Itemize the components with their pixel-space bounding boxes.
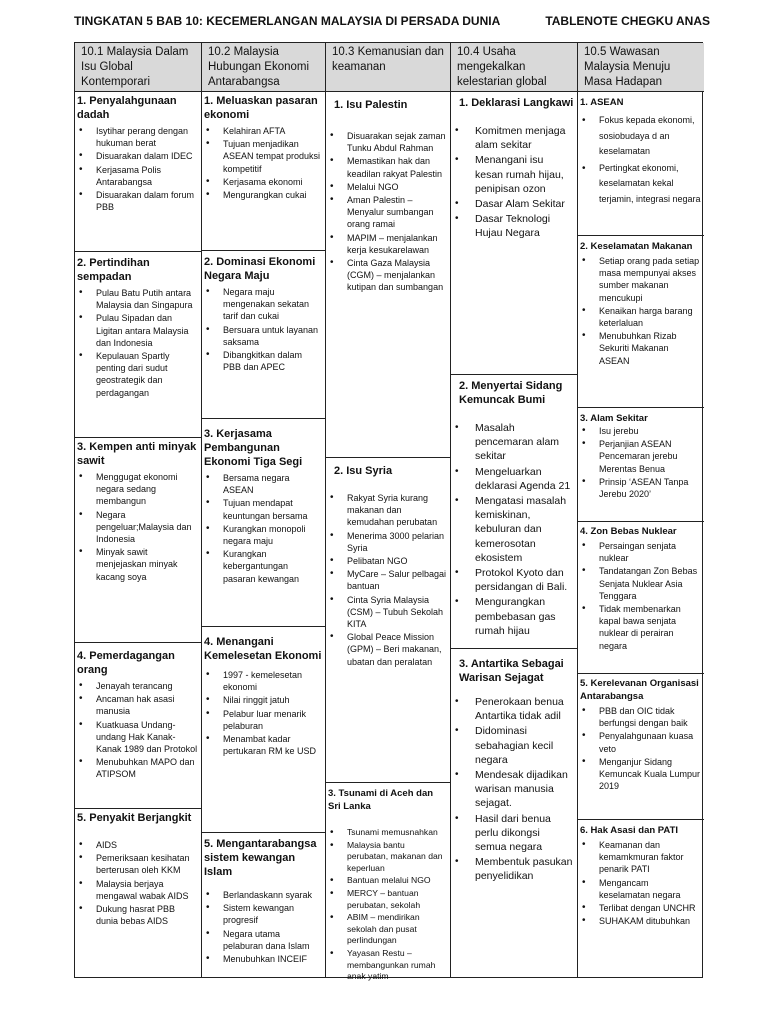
topic-title: 2. Isu Syria: [334, 465, 393, 477]
list-item: • MERCY – bantuan perubatan, sekolah: [328, 888, 447, 911]
list-item: • Cinta Gaza Malaysia (CGM) – menjalankan kutipan dan sumbangan: [328, 257, 447, 294]
list-item: • Pulau Sipadan dan Ligitan antara Malaysia dan Indonesia: [77, 312, 198, 349]
list-item: • Mengatasi masalah kemiskinan, kebuluran dan kemerosotan ekosistem: [453, 494, 574, 565]
notes-table: [74, 42, 703, 982]
topic-points: [77, 839, 198, 927]
page-header: [74, 14, 710, 34]
list-item: • Kurangkan kebergantungan pasaran kewangan: [204, 548, 322, 585]
list-item: • Penyalahgunaan kuasa veto: [580, 730, 701, 754]
topic-points: [580, 425, 701, 500]
topic-title: 3. Alam Sekitar: [580, 413, 648, 424]
list-item: • Rakyat Syria kurang makanan dan kemudahan perubatan: [328, 492, 447, 529]
list-item: • Negara pengeluar;Malaysia dan Indonesia: [77, 509, 198, 546]
list-item: • Cinta Syria Malaysia (CSM) – Tubuh Sekolah KITA: [328, 594, 447, 631]
topic-points: [580, 113, 701, 207]
list-item: • Disuarakan dalam IDEC: [77, 150, 198, 162]
topic-cell: [578, 92, 704, 236]
list-item: • Kerjasama Polis Antarabangsa: [77, 164, 198, 188]
list-item: • PBB dan OIC tidak berfungsi dengan baik: [580, 705, 701, 729]
column-heading: 10.1 Malaysia Dalam Isu Global Kontemporari: [75, 43, 201, 92]
list-item: • ABIM – mendirikan sekolah dan pusat perlindungan: [328, 912, 447, 947]
list-item: • Menubuhkan Rizab Sekuriti Makanan ASEAN: [580, 330, 701, 367]
list-item: • Menubuhkan MAPO dan ATIPSOM: [77, 756, 198, 780]
topic-cell: [202, 627, 325, 833]
list-item: • Kerjasama ekonomi: [204, 176, 322, 188]
topic-cell: [578, 820, 704, 979]
list-item: • 1997 - kemelesetan ekonomi: [204, 669, 322, 693]
list-item: • Berlandaskann syarak: [204, 889, 322, 901]
topic-title: 4. Zon Bebas Nuklear: [580, 526, 677, 537]
list-item: • Kuatkuasa Undang-undang Hak Kanak-Kanak 1989 dan Protokol: [77, 719, 198, 756]
list-item: • Dasar Alam Sekitar: [453, 197, 574, 211]
list-item: • Isu jerebu: [580, 425, 701, 437]
topic-title: 5. Mengantarabangsa sistem kewangan Islam: [204, 838, 317, 878]
topic-title: 2. Keselamatan Makanan: [580, 241, 693, 252]
list-item: • Isytihar perang dengan hukuman berat: [77, 125, 198, 149]
list-item: • Tsunami memusnahkan: [328, 827, 447, 839]
topic-points: [453, 421, 574, 638]
list-item: • Tandatangan Zon Bebas Senjata Nuklear Asia Tenggara: [580, 565, 701, 602]
list-item: • Terlibat dengan UNCHR: [580, 902, 701, 914]
list-item: • Hasil dari benua perlu dikongsi semua negara: [453, 812, 574, 855]
topic-title: 5. Penyakit Berjangkit: [77, 812, 192, 824]
topic-points: [328, 130, 447, 294]
topic-title: 2. Pertindihan sempadan: [77, 257, 150, 283]
topic-title: 1. ASEAN: [580, 97, 624, 108]
list-item: • Bersuara untuk layanan saksama: [204, 324, 322, 348]
list-item: • Tujuan mendapat keuntungan bersama: [204, 497, 322, 521]
list-item: • Pertingkat ekonomi, keselamatan kekal terjamin, integrasi negara: [580, 161, 701, 208]
list-item: • AIDS: [77, 839, 198, 851]
column-heading: 10.3 Kemanusian dan keamanan: [326, 43, 450, 92]
topic-points: [328, 492, 447, 668]
topic-points: [580, 839, 701, 927]
topic-title: 2. Dominasi Ekonomi Negara Maju: [204, 256, 316, 282]
column-10-2: [202, 43, 326, 977]
topic-points: [77, 125, 198, 213]
topic-title: 1. Penyalahgunaan dadah: [77, 95, 177, 121]
list-item: • MyCare – Salur pelbagai bantuan: [328, 568, 447, 592]
list-item: • Yayasan Restu – membangunkan rumah anak yatim: [328, 948, 447, 983]
topic-cell: [75, 809, 201, 979]
topic-points: [580, 705, 701, 792]
topic-points: [77, 471, 198, 583]
list-item: • Didominasi sebahagian kecil negara: [453, 724, 574, 767]
topic-cell: [578, 522, 704, 674]
topic-cell: [75, 438, 201, 643]
topic-points: [204, 286, 322, 373]
column-heading: 10.2 Malaysia Hubungan Ekonomi Antarabangsa: [202, 43, 325, 92]
list-item: • Disuarakan sejak zaman Tunku Abdul Rahman: [328, 130, 447, 154]
topic-cell: [75, 643, 201, 809]
column-heading: 10.5 Wawasan Malaysia Menuju Masa Hadapan: [578, 43, 704, 92]
topic-cell: [451, 92, 577, 375]
topic-points: [453, 695, 574, 884]
topic-title: 5. Kerelevanan Organisasi Antarabangsa: [580, 678, 699, 702]
list-item: • Jenayah terancang: [77, 680, 198, 692]
list-item: • Menangani isu kesan rumah hijau, penipisan ozon: [453, 153, 574, 196]
list-item: • Mengancam keselamatan negara: [580, 877, 701, 901]
topic-title: 1. Isu Palestin: [334, 99, 408, 111]
topic-title: 3. Antartika Sebagai Warisan Sejagat: [459, 658, 564, 684]
topic-title: 1. Deklarasi Langkawi: [459, 97, 574, 109]
list-item: • Minyak sawit menjejaskan minyak kacang soya: [77, 546, 198, 583]
topic-cell: [326, 783, 450, 982]
list-item: • Masalah pencemaran alam sekitar: [453, 421, 574, 464]
list-item: • Bantuan melalui NGO: [328, 875, 447, 887]
list-item: • Setiap orang pada setiap masa mempunyai akses sumber makanan mencukupi: [580, 255, 701, 304]
topic-cell: [578, 408, 704, 522]
list-item: • Malaysia berjaya mengawal wabak AIDS: [77, 878, 198, 902]
topic-cell: [451, 375, 577, 649]
topic-points: [453, 124, 574, 241]
topic-points: [580, 255, 701, 367]
topic-cell: [202, 833, 325, 979]
topic-cell: [75, 92, 201, 252]
topic-cell: [451, 649, 577, 979]
topic-points: [328, 827, 447, 983]
list-item: • Mengurangkan pembebasan gas rumah hijau: [453, 595, 574, 638]
document-author: TABLENOTE CHEGKU ANAS: [545, 14, 710, 28]
topic-cell: [202, 251, 325, 419]
list-item: • Sistem kewangan progresif: [204, 902, 322, 926]
list-item: • SUHAKAM ditubuhkan: [580, 915, 701, 927]
list-item: • MAPIM – menjalankan kerja kesukarelawan: [328, 232, 447, 256]
topic-title: 3. Kerjasama Pembangunan Ekonomi Tiga Segi: [204, 428, 303, 468]
list-item: • Mengurangkan cukai: [204, 189, 322, 201]
list-item: • Fokus kepada ekonomi, sosiobudaya d an keselamatan: [580, 113, 701, 160]
list-item: • Prinsip ‘ASEAN Tanpa Jerebu 2020’: [580, 476, 701, 500]
topic-points: [204, 472, 322, 585]
topic-cell: [75, 252, 201, 438]
list-item: • Ancaman hak asasi manusia: [77, 693, 198, 717]
list-item: • Global Peace Mission (GPM) – Beri makanan, ubatan dan peralatan: [328, 631, 447, 668]
list-item: • Melalui NGO: [328, 181, 447, 193]
list-item: • Negara utama pelaburan dana Islam: [204, 928, 322, 952]
list-item: • Perjanjian ASEAN Pencemaran jerebu Merentas Benua: [580, 438, 701, 475]
topic-title: 2. Menyertai Sidang Kemuncak Bumi: [459, 380, 563, 406]
topic-cell: [578, 674, 704, 820]
list-item: • Menggugat ekonomi negara sedang membangun: [77, 471, 198, 508]
list-item: • Pemeriksaan kesihatan berterusan oleh KKM: [77, 852, 198, 876]
list-item: • Persaingan senjata nuklear: [580, 540, 701, 564]
column-10-4: [451, 43, 578, 977]
topic-title: 3. Tsunami di Aceh dan Sri Lanka: [328, 788, 434, 812]
column-10-1: [75, 43, 202, 977]
topic-cell: [202, 92, 325, 251]
list-item: • Bersama negara ASEAN: [204, 472, 322, 496]
topic-cell: [326, 92, 450, 458]
list-item: • Menerima 3000 pelarian Syria: [328, 530, 447, 554]
list-item: • Menubuhkan INCEIF: [204, 953, 322, 965]
list-item: • Pulau Batu Putih antara Malaysia dan Singapura: [77, 287, 198, 311]
list-item: • Aman Palestin – Menyalur sumbangan orang ramai: [328, 194, 447, 231]
topic-points: [580, 540, 701, 652]
list-item: • Mendesak dijadikan warisan manusia sejagat.: [453, 768, 574, 811]
document-title: TINGKATAN 5 BAB 10: KECEMERLANGAN MALAYSIA DI PERSADA DUNIA: [74, 14, 501, 28]
list-item: • Membentuk pasukan penyelidikan: [453, 855, 574, 883]
list-item: • Dasar Teknologi Hujau Negara: [453, 212, 574, 240]
list-item: • Dibangkitkan dalam PBB dan APEC: [204, 349, 322, 373]
list-item: • Dukung hasrat PBB dunia bebas AIDS: [77, 903, 198, 927]
list-item: • Kelahiran AFTA: [204, 125, 322, 137]
list-item: • Keamanan dan kemamkmuran faktor penarik PATI: [580, 839, 701, 876]
topic-cell: [326, 458, 450, 783]
list-item: • Menambat kadar pertukaran RM ke USD: [204, 733, 322, 757]
topic-cell: [578, 236, 704, 408]
list-item: • Pelibatan NGO: [328, 555, 447, 567]
topic-title: 4. Menangani Kemelesetan Ekonomi: [204, 636, 322, 662]
list-item: • Negara maju mengenakan sekatan tarif dan cukai: [204, 286, 322, 323]
topic-points: [77, 680, 198, 781]
topic-title: 6. Hak Asasi dan PATI: [580, 825, 679, 836]
list-item: • Protokol Kyoto dan persidangan di Bali.: [453, 566, 574, 594]
topic-points: [204, 889, 322, 965]
column-10-3: [326, 43, 451, 982]
column-10-5: [578, 43, 704, 977]
list-item: • Nilai ringgit jatuh: [204, 694, 322, 706]
list-item: • Tidak membenarkan kapal bawa senjata nuklear di perairan negara: [580, 603, 701, 652]
topic-points: [77, 287, 198, 399]
topic-title: 1. Meluaskan pasaran ekonomi: [204, 95, 318, 121]
list-item: • Tujuan menjadikan ASEAN tempat produksi kompetitif: [204, 138, 322, 175]
column-heading: 10.4 Usaha mengekalkan kelestarian global: [451, 43, 577, 92]
list-item: • Mengeluarkan deklarasi Agenda 21: [453, 465, 574, 493]
list-item: • Disuarakan dalam forum PBB: [77, 189, 198, 213]
topic-title: 4. Pemerdagangan orang: [77, 650, 175, 676]
topic-title: 3. Kempen anti minyak sawit: [77, 441, 197, 467]
list-item: • Menganjur Sidang Kemuncak Kuala Lumpur 2019: [580, 756, 701, 793]
topic-points: [204, 669, 322, 757]
list-item: • Kenaikan harga barang keterlaluan: [580, 305, 701, 329]
list-item: • Kurangkan monopoli negara maju: [204, 523, 322, 547]
list-item: • Pelabur luar menarik pelaburan: [204, 708, 322, 732]
topic-points: [204, 125, 322, 201]
list-item: • Komitmen menjaga alam sekitar: [453, 124, 574, 152]
list-item: • Kepulauan Spartly penting dari sudut geostrategik dan perdagangan: [77, 350, 198, 399]
list-item: • Malaysia bantu perubatan, makanan dan keperluan: [328, 840, 447, 875]
topic-cell: [202, 419, 325, 627]
list-item: • Memastikan hak dan keadilan rakyat Palestin: [328, 155, 447, 179]
list-item: • Penerokaan benua Antartika tidak adil: [453, 695, 574, 723]
